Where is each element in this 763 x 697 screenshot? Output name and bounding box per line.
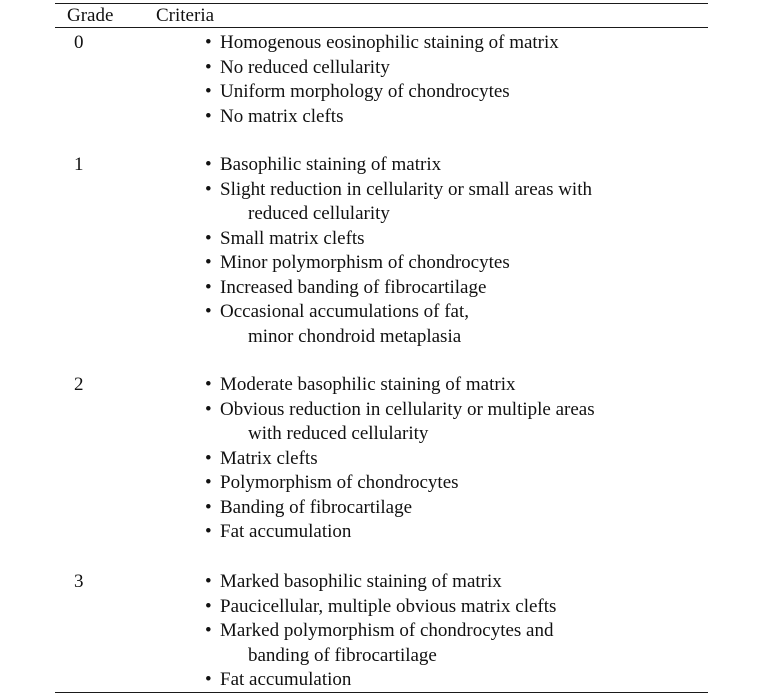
criteria-text-continued: with reduced cellularity [248, 423, 429, 444]
criteria-item [205, 471, 708, 496]
criteria-text-continued: minor chondroid metaplasia [248, 325, 462, 347]
criteria-item [205, 251, 708, 276]
criteria-text: No reduced cellularity [220, 56, 390, 78]
bullet-icon: • [205, 496, 212, 518]
criteria-text: Fat accumulation [220, 669, 352, 690]
criteria-list [205, 373, 708, 545]
criteria-item [205, 105, 708, 130]
criteria-item [205, 595, 708, 620]
bullet-icon: • [205, 252, 212, 273]
criteria-item [205, 373, 708, 398]
criteria-text: Paucicellular, multiple obvious matrix clefts [220, 595, 557, 617]
bullet-icon: • [205, 521, 212, 542]
criteria-item [205, 276, 708, 301]
bullet-icon: • [205, 56, 212, 78]
header-grade: Grade [67, 5, 114, 26]
bullet-icon: • [205, 276, 212, 298]
bullet-icon: • [205, 472, 212, 493]
criteria-text: No matrix clefts [220, 105, 344, 127]
bottom-rule [55, 692, 708, 693]
criteria-item [205, 520, 708, 545]
criteria-item [205, 570, 708, 595]
criteria-text: Fat accumulation [220, 521, 352, 542]
criteria-item [205, 447, 708, 472]
grade-cell: 2 [74, 374, 84, 395]
criteria-item [205, 227, 708, 252]
bullet-icon: • [205, 301, 212, 322]
bullet-icon: • [205, 178, 212, 200]
bullet-icon: • [205, 571, 212, 592]
bullet-icon: • [205, 447, 212, 469]
criteria-item [205, 56, 708, 81]
grading-table [55, 0, 708, 697]
criteria-text: Minor polymorphism of chondrocytes [220, 252, 510, 273]
criteria-item [205, 496, 708, 521]
criteria-text-continued: reduced cellularity [248, 203, 390, 224]
grade-cell: 3 [74, 571, 84, 592]
criteria-text: Marked polymorphism of chondrocytes and [220, 620, 554, 641]
bullet-icon: • [205, 81, 212, 102]
criteria-text: Slight reduction in cellularity or small areas with [220, 178, 592, 200]
criteria-text: Increased banding of fibrocartilage [220, 276, 487, 298]
bullet-icon: • [205, 154, 212, 175]
bullet-icon: • [205, 105, 212, 127]
criteria-text-continued: banding of fibrocartilage [248, 644, 437, 666]
criteria-item [205, 300, 708, 349]
criteria-list [205, 31, 708, 129]
bullet-icon: • [205, 620, 212, 641]
criteria-text: Obvious reduction in cellularity or multiple areas [220, 398, 595, 420]
grade-cell: 0 [74, 32, 84, 53]
criteria-list [205, 570, 708, 693]
criteria-list [205, 153, 708, 349]
bullet-icon: • [205, 669, 212, 690]
header-rule [55, 27, 708, 28]
criteria-item [205, 80, 708, 105]
criteria-text: Basophilic staining of matrix [220, 154, 442, 175]
bullet-icon: • [205, 32, 212, 53]
criteria-item [205, 178, 708, 227]
criteria-item [205, 153, 708, 178]
criteria-item [205, 619, 708, 668]
grade-cell: 1 [74, 154, 84, 175]
criteria-item [205, 398, 708, 447]
criteria-text: Small matrix clefts [220, 227, 365, 249]
criteria-text: Homogenous eosinophilic staining of matrix [220, 32, 559, 53]
criteria-text: Matrix clefts [220, 447, 318, 469]
criteria-text: Moderate basophilic staining of matrix [220, 374, 516, 395]
criteria-text: Uniform morphology of chondrocytes [220, 81, 510, 102]
bullet-icon: • [205, 374, 212, 395]
top-rule [55, 3, 708, 4]
criteria-text: Polymorphism of chondrocytes [220, 472, 459, 493]
bullet-icon: • [205, 227, 212, 249]
criteria-item [205, 31, 708, 56]
criteria-item [205, 668, 708, 693]
criteria-text: Occasional accumulations of fat, [220, 301, 470, 322]
criteria-text: Banding of fibrocartilage [220, 496, 413, 518]
bullet-icon: • [205, 398, 212, 420]
header-criteria: Criteria [156, 5, 215, 26]
bullet-icon: • [205, 595, 212, 617]
criteria-text: Marked basophilic staining of matrix [220, 571, 502, 592]
